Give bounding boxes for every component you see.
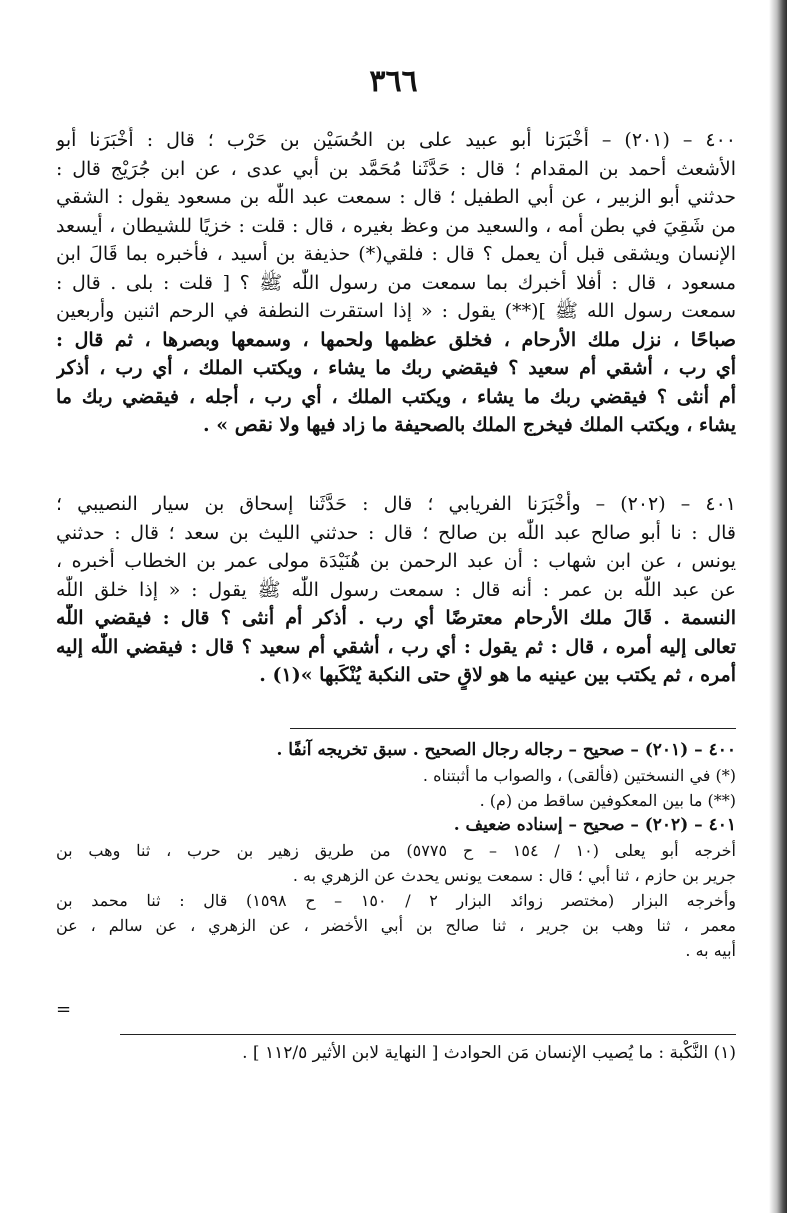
- hadith-401-line: يونس ، عن ابن شهاب : أن عبد الرحمن بن هُنَيْدَة مولى عمر بن الخطاب أخبره ،: [56, 550, 736, 572]
- hadith-401-line: النسمة . قَالَ ملك الأرحام معترضًا أي رب . أذكر أم أنثى ؟ قال : فيقضي اللّٰه: [56, 607, 736, 629]
- hadith-401: [56, 490, 736, 690]
- hadith-400-line: أم أنثى ؟ فيقضي ربك ما يشاء ، ويكتب الملك ، أي رب ، أجله ، فيقضي ربك ما: [56, 385, 736, 408]
- footnote-divider: [120, 1034, 736, 1035]
- note-line: جرير بن حازم ، ثنا أبي ؛ قال : سمعت يونس يحدث عن الزهري به .: [292, 866, 736, 885]
- scan-binding-edge: [769, 0, 787, 1213]
- hadith-400-line: أي رب ، أشقي أم سعيد ؟ فيقضي ربك ما يشاء ، ويكتب الملك ، أي رب ، أذكر: [56, 357, 736, 379]
- note-line: (*) في النسختين (فألقى) ، والصواب ما أثبتناه .: [422, 766, 736, 785]
- hadith-401-line: أمره ، ثم يكتب بين عينيه ما هو لاقٍ حتى النكبة يُنْكَبها »(١) .: [259, 664, 736, 686]
- note-line: (**) ما بين المعكوفين ساقط من (م) .: [479, 791, 736, 810]
- hadith-400-line: الأشعث أحمد بن المقدام ؛ قال : حَدَّثَنا مُحَمَّد بن أبي عدى ، عن ابن جُرَيْج قال :: [56, 157, 736, 180]
- hadith-400: [56, 126, 736, 440]
- hadith-401-line: عن عبد اللّٰه بن عمر : أنه قال : سمعت رسول اللّٰه ﷺ يقول : « إذا خلق اللّٰه: [56, 578, 736, 601]
- continuation-mark: =: [56, 999, 72, 1020]
- hadith-400-line: سمعت رسول الله ﷺ ](**) يقول : « إذا استقرت النطفة في الرحم اثنين وأربعين: [56, 300, 736, 322]
- hadith-400-line: ٤٠٠ – (٢٠١) – أَخْبَرَنا أبو عبيد على بن الحُسَيْن بن حَرْب ؛ قال : أَخْبَرَنا أبو: [56, 129, 736, 151]
- editor-notes: [56, 738, 736, 963]
- hadith-400-line: حدثني أبو الزبير ، عن أبي الطفيل ؛ قال : سمعت عبد اللّٰه بن مسعود يقول : الشقي: [56, 186, 736, 208]
- hadith-401-line: قال : نا أبو صالح عبد اللّٰه بن صالح ؛ قال : حدثني الليث بن سعد ؛ قال : حدثني: [56, 521, 736, 544]
- page-number: ٣٦٦: [369, 64, 418, 99]
- note-line: وأخرجه البزار (مختصر زوائد البزار ٢ / ١٥٠ – ح ١٥٩٨) قال : ثنا محمد بن: [56, 891, 736, 910]
- footnote-text: (١) النَّكْبة : ما يُصيب الإنسان مَن الحوادث [ النهاية لابن الأثير ١١٢/٥ ] .: [242, 1043, 736, 1063]
- note-line: معمر ، ثنا وهب بن جرير ، ثنا صالح بن أبي الأخضر ، عن الزهري ، عن سالم ، عن: [56, 916, 736, 935]
- notes-divider: [290, 728, 736, 729]
- footnote: [56, 1040, 736, 1066]
- hadith-401-line: ٤٠١ – (٢٠٢) – وأَخْبَرَنا الفريابي ؛ قال : حَدَّثَنا إسحاق بن سيار النصيبي ؛: [56, 493, 736, 515]
- hadith-400-line: مسعود ، قال : أفلا أخبرك بما سمعت من رسول اللّٰه ﷺ ؟ [ قلت : بلى . قال :: [56, 271, 736, 294]
- note-line: أبيه به .: [685, 941, 736, 960]
- note-line: ٤٠٠ – (٢٠١) – صحيح – رجاله رجال الصحيح . سبق تخريجه آنفًا .: [276, 740, 736, 760]
- hadith-400-line: صباحًا ، نزل ملك الأرحام ، فخلق عظمها ولحمها ، وسمعها وبصرها ، ثم قال :: [56, 328, 736, 351]
- hadith-400-line: يشاء ، ويكتب الملك فيخرج الملك بالصحيفة ما زاد فيها ولا نقص » .: [202, 414, 736, 436]
- hadith-400-line: من شَقِيَ في بطن أمه ، والسعيد من وعظ بغيره ، قال : قلت : خزيًا للشيطان ، أيسعد: [56, 214, 736, 237]
- note-line: أخرجه أبو يعلى (١٠ / ١٥٤ – ح ٥٧٧٥) من طريق زهير بن حرب ، ثنا وهب بن: [56, 841, 736, 860]
- note-line: ٤٠١ – (٢٠٢) – صحيح – إسناده ضعيف .: [453, 815, 736, 835]
- hadith-400-line: الإنسان ويشقى قبل أن يعمل ؟ قال : فلقي(*) حذيفة بن أُسيد ، فأخبره بما قَالَ ابن: [56, 243, 736, 265]
- hadith-401-line: تعالى إليه أمره ، قال : ثم يقول : أي رب ، أشقي أم سعيد ؟ قال : فيقضي اللّٰه إليه: [56, 635, 736, 658]
